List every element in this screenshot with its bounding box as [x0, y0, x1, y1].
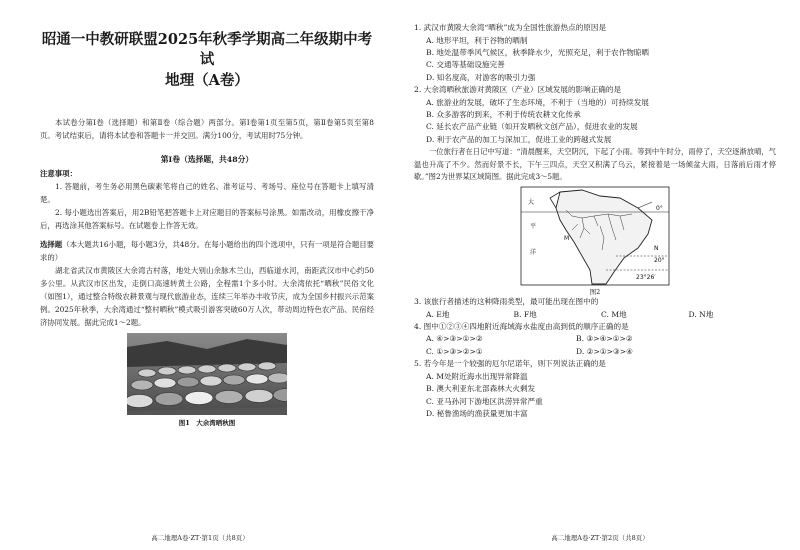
q1-option-b: B. 地处温带季风气候区，秋季降水少，光照充足，利于农作物晾晒 [426, 47, 650, 57]
question-1: 1. 武汉市黄陂大余湾“晒秋”成为全国性旅游热点的原因是 [414, 23, 607, 32]
choice-label: 选择题 [40, 240, 63, 249]
q3-options [414, 309, 776, 321]
q4-options-row-1 [414, 333, 776, 345]
notice-item-1: 1. 答题前，考生务必用黑色碳素笔将自己的姓名、准考证号、考场号、座位号在答题卡上填写清楚。 [40, 182, 374, 204]
page-footer-2: 高二地理A卷·ZT·第2页（共8页） [551, 534, 649, 542]
south-america-map [520, 186, 670, 286]
q2-option-c: C. 延长农产品产业链（如开发晒秋文创产品），促进农业的发展 [426, 122, 638, 132]
map-label-equator: 0° [656, 205, 663, 213]
map-label-20: 20° [654, 257, 665, 265]
q5-option-a: A. M处附近海水出现异常降温 [426, 371, 528, 381]
map-label-tropic: 23°26′ [636, 274, 656, 282]
q5-option-c: C. 亚马孙河下游地区洪涝异常严重 [426, 396, 543, 406]
map-label-ocean-2: 洋 [530, 249, 537, 257]
choice-instructions [40, 238, 374, 264]
q2-option-d: D. 利于农产品的加工与深加工，促进工业的跨越式发展 [426, 134, 612, 144]
q4-options-row-2 [414, 346, 776, 358]
q4-option-c: C. ①>③>②>① [426, 346, 483, 356]
q2-option-a: A. 旅游业的发展，破坏了生态环境，不利于（当地的）可持续发展 [426, 97, 649, 107]
harvest-drying-photo [127, 333, 287, 415]
exam-title: 昭通一中教研联盟2025年秋季学期高二年级期中考试 [41, 31, 373, 68]
page-footer-1: 高二地理A卷·ZT·第1页（共8页） [151, 534, 249, 542]
q3-option-d: D. N地 [688, 309, 714, 319]
notice-item-2: 2. 每小题选出答案后，用2B铅笔把答题卡上对应题目的答案标号涂黑。如需改动，用橡皮擦干净后，再选涂其他答案标号。在试题卷上作答无效。 [40, 208, 374, 230]
q4-option-b: B. ③>④>①>② [576, 334, 633, 344]
q5-option-d: D. 秘鲁渔场的渔获量更加丰富 [426, 408, 528, 418]
question-5: 5. 若今年是一个较强的厄尔尼诺年，则下列说法正确的是 [414, 359, 606, 369]
map-label-ocean-1: 平 [530, 223, 537, 231]
q4-option-d: D. ②>①>③>④ [576, 346, 633, 356]
q1-option-d: D. 知名度高，对游客的吸引力强 [426, 72, 536, 82]
question-2: 2. 大余湾晒秋旅游对黄陂区（产业）区域发展的影响正确的是 [414, 85, 622, 95]
exam-intro: 本试卷分第Ⅰ卷（选择题）和第Ⅱ卷（综合题）两部分。第Ⅰ卷第1页至第5页，第Ⅱ卷第5页至第8页。考试结束后，请将本试卷和答题卡一并交回。满分100分，考试用时75分钟。 [40, 118, 374, 140]
q4-option-a: A. ④>③>①>② [426, 334, 483, 344]
figure-2-caption: 图2 [589, 288, 601, 297]
passage-1: 湖北省武汉市黄陂区大余湾古村落，地处大别山余脉木兰山，西临道水河，南距武汉市中心约50多公里。从武汉市区出发，走倒口高速转黄土公路，全程需1个多小时。大余湾依托“晒秋”民俗文化（如图1），通过整合特级农耕景观与现代旅游业态，连续三年举办丰收节庆，成为全国乡村振兴示范案例。2025年秋季，大余湾通过“整村晒秋”模式吸引游客突破60万人次，带动周边特色农产品、民宿经济协同发展。据此完成1～2题。 [40, 266, 374, 327]
question-4: 4. 图中①②③④四地附近海域海水盐度由高到低的顺序正确的是 [414, 321, 629, 331]
notice-label: 注意事项： [40, 169, 77, 178]
q3-option-b: B. F地 [513, 309, 537, 319]
right-page [400, 0, 800, 550]
passage-2: 一位旅行者在日记中写道：“清晨醒来，天空阴沉，下起了小雨。等到中午时分，雨停了，天空逐渐放晴，气温也升高了不少。然而好景不长，下午三四点，天空又积满了乌云，紧接着是一场倾盆大雨，日落前后雨才停歇。”图2为世界某区域简图。据此完成3～5题。 [414, 147, 776, 182]
figure-1-caption: 图1 大余湾晒秋图 [178, 419, 236, 427]
map-label-m: M [564, 235, 570, 243]
q3-option-a: A. E地 [426, 309, 450, 319]
choice-text: （本大题共16小题，每小题3分，共48分。在每小题给出的四个选项中，只有一项是符合题目要求的） [40, 240, 374, 262]
map-label-n: N [654, 245, 659, 253]
exam-subject: 地理（A卷） [165, 72, 249, 89]
section-heading: 第Ⅰ卷（选择题，共48分） [160, 155, 254, 164]
map-label-sea: 大 [528, 199, 535, 207]
q3-option-c: C. M地 [601, 309, 627, 319]
q1-option-a: A. 地形平坦，利于谷物的晒制 [426, 35, 528, 45]
q5-option-b: B. 澳大利亚东北部森林大火剩发 [426, 384, 536, 394]
q1-option-c: C. 交通等基础设施完善 [426, 60, 505, 70]
q2-option-b: B. 众多游客的到来，不利于传统农耕文化传承 [426, 110, 581, 120]
question-3: 3. 该旅行者描述的这种降雨类型，最可能出现在图中的 [414, 297, 599, 307]
